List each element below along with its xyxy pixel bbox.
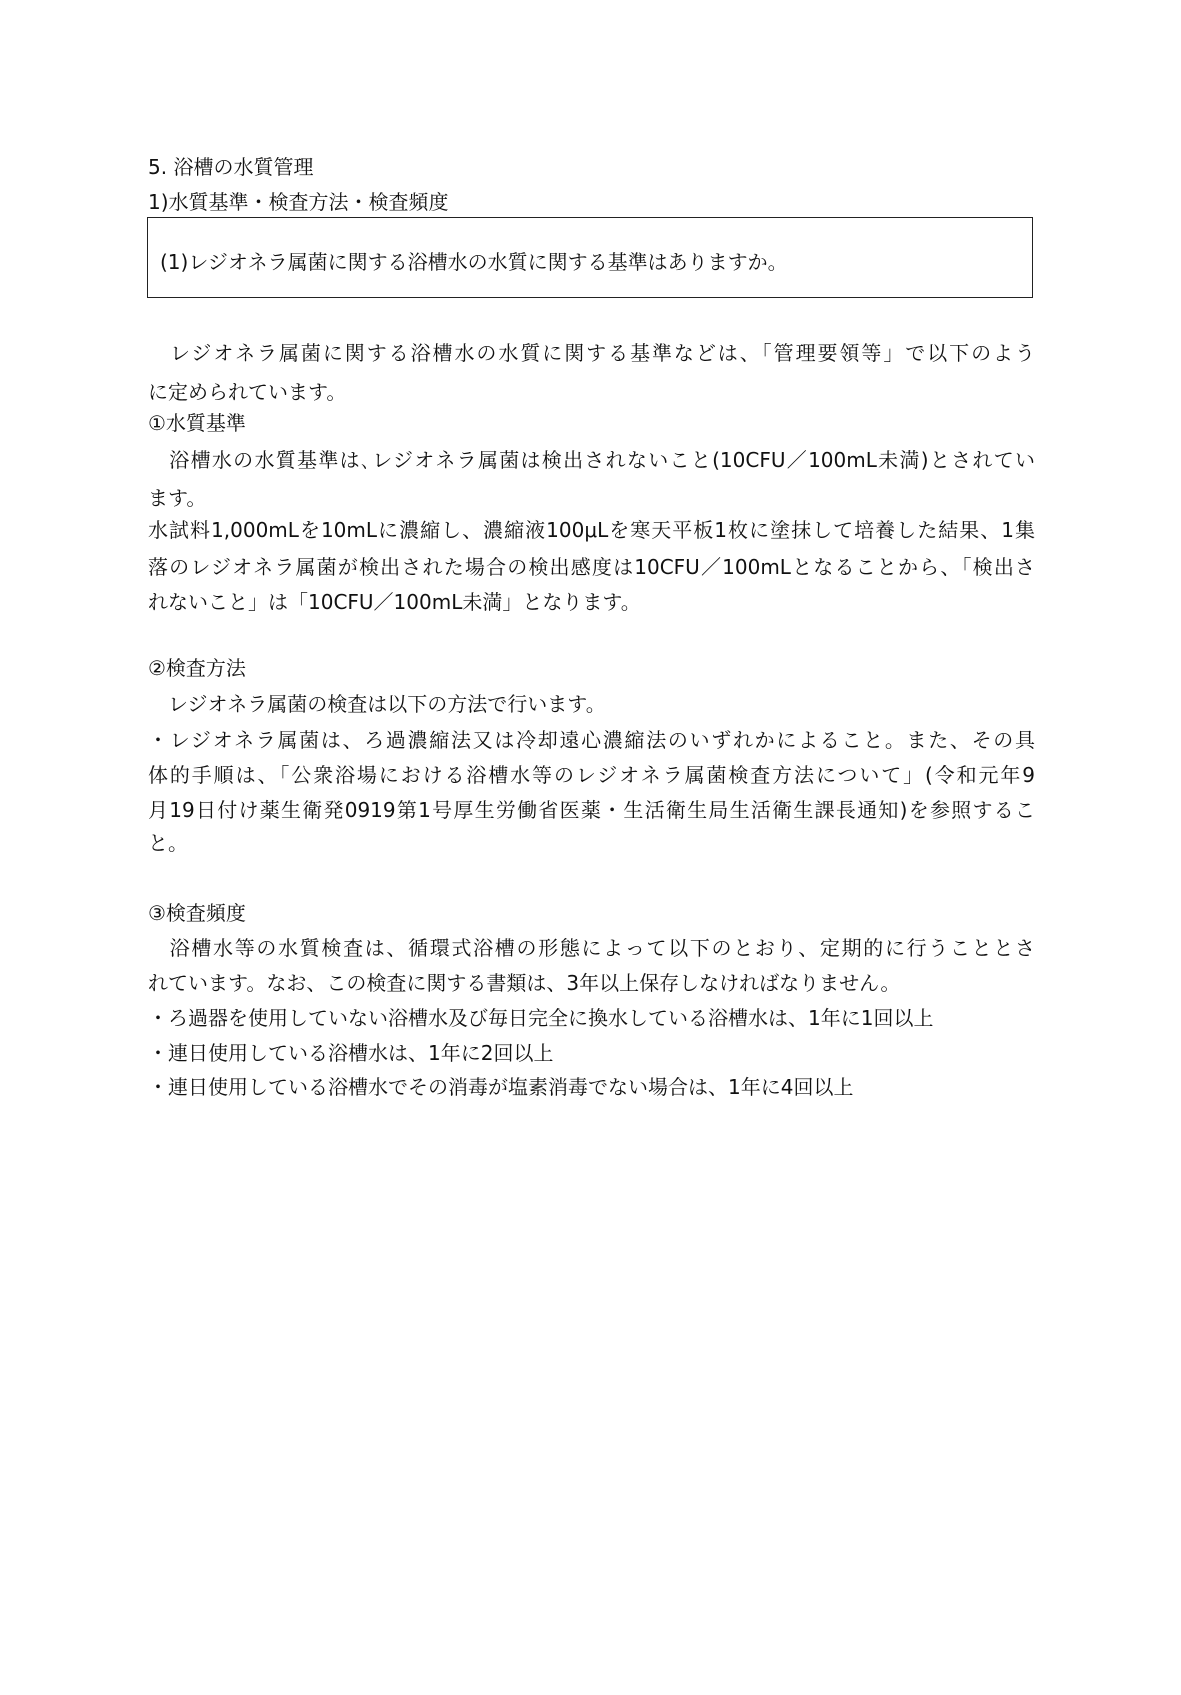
question-text: (1)レジオネラ属菌に関する浴槽水の水質に関する基準はありますか。 — [160, 250, 788, 274]
frequency-bullet: ・ろ過器を使用していない浴槽水及び毎日完全に換水している浴槽水は、1年に1回以上 — [148, 1006, 934, 1030]
frequency-bullet: ・連日使用している浴槽水は、1年に2回以上 — [148, 1041, 554, 1065]
standard-line: ます。 — [148, 486, 207, 510]
standard-line: 水試料1,000mLを10mLに濃縮し、濃縮液100μLを寒天平板1枚に塗抹して培養した結果、1集 — [148, 518, 1035, 542]
method-line: 月19日付け薬生衛発0919第1号厚生労働省医薬・生活衛生局生活衛生課長通知)を参照するこ — [148, 798, 1035, 822]
method-line: レジオネラ属菌の検査は以下の方法で行います。 — [148, 692, 606, 716]
subsection-title: 1)水質基準・検査方法・検査頻度 — [148, 190, 449, 214]
frequency-bullet: ・連日使用している浴槽水でその消毒が塩素消毒でない場合は、1年に4回以上 — [148, 1075, 854, 1099]
section-title: 5. 浴槽の水質管理 — [148, 155, 314, 179]
standard-heading: ①水質基準 — [148, 411, 246, 435]
method-line: ・レジオネラ属菌は、ろ過濃縮法又は冷却遠心濃縮法のいずれかによること。また、その具 — [148, 728, 1035, 752]
standard-line: 落のレジオネラ属菌が検出された場合の検出感度は10CFU／100mLとなることから、「検出さ — [148, 555, 1035, 579]
method-heading: ②検査方法 — [148, 656, 246, 680]
frequency-line: れています。なお、この検査に関する書類は、3年以上保存しなければなりません。 — [148, 971, 901, 995]
method-line: 体的手順は、「公衆浴場における浴槽水等のレジオネラ属菌検査方法について」(令和元年9 — [148, 763, 1035, 787]
intro-line: レジオネラ属菌に関する浴槽水の水質に関する基準などは、「管理要領等」で以下のよう — [148, 341, 1035, 365]
standard-line: れないこと」は「10CFU／100mL未満」となります。 — [148, 590, 641, 614]
method-line: と。 — [148, 831, 188, 855]
frequency-line: 浴槽水等の水質検査は、循環式浴槽の形態によって以下のとおり、定期的に行うこととさ — [148, 936, 1035, 960]
intro-line: に定められています。 — [148, 380, 347, 404]
question-box — [147, 217, 1033, 298]
standard-line: 浴槽水の水質基準は､レジオネラ属菌は検出されないこと(10CFU／100mL未満)とされてい — [148, 448, 1035, 472]
frequency-heading: ③検査頻度 — [148, 901, 246, 925]
